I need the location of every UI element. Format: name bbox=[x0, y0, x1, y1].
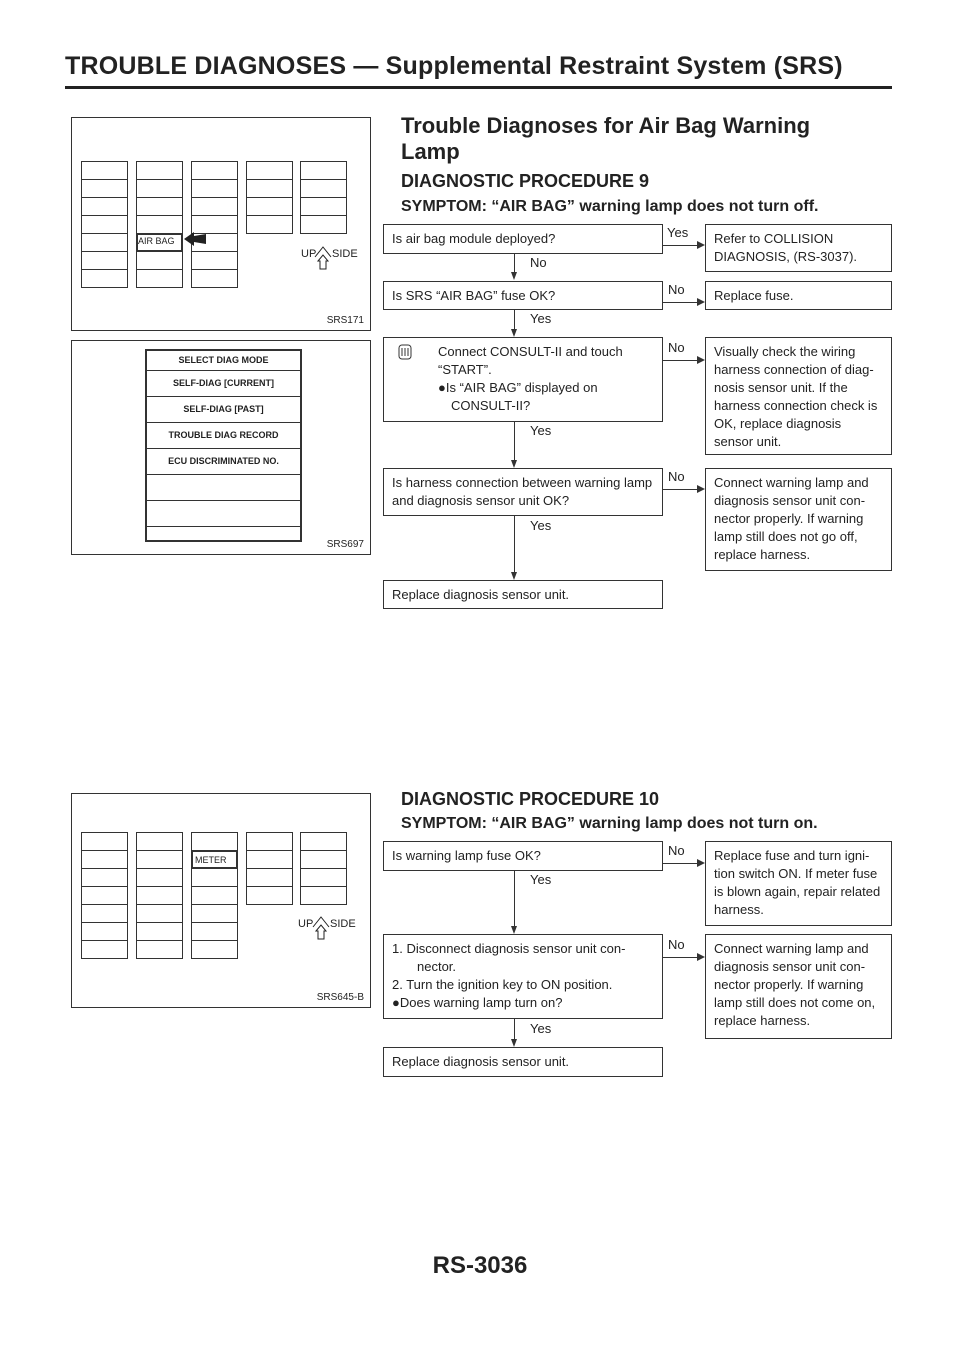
fuse-slot bbox=[246, 197, 293, 216]
p10-q2-no-label: No bbox=[668, 937, 685, 952]
menu-item: ECU DISCRIMINATED NO. bbox=[147, 449, 300, 475]
arrow-right-icon bbox=[697, 298, 705, 306]
p10-action-2: Connect warning lamp and diagnosis sensor unit con-nector properly. If warning lamp still does not come on, replace harness. bbox=[705, 934, 892, 1039]
fuse-slot bbox=[191, 832, 238, 851]
fuse-slot bbox=[191, 922, 238, 941]
up-arrow-icon bbox=[313, 243, 333, 273]
p9-question-1: Is air bag module deployed? bbox=[383, 224, 663, 254]
fuse-slot bbox=[81, 215, 128, 234]
menu-item: TROUBLE DIAG RECORD bbox=[147, 423, 300, 449]
p9-q2-yes-line bbox=[514, 310, 515, 329]
p10-question-2: 1. Disconnect diagnosis sensor unit con- nector. 2. Turn the ignition key to ON position. ●Does warning lamp turn on? bbox=[383, 934, 663, 1019]
up-label: UP bbox=[301, 248, 317, 260]
fuse-slot bbox=[136, 868, 183, 887]
arrow-down-icon bbox=[511, 329, 517, 337]
figure-srs645b bbox=[71, 793, 371, 1008]
p9-q4-no-line bbox=[663, 489, 697, 490]
fuse-slot bbox=[81, 197, 128, 216]
page-header: TROUBLE DIAGNOSES — Supplemental Restraint System (SRS) bbox=[65, 52, 843, 80]
p10-q2-yes-label: Yes bbox=[530, 1021, 552, 1036]
procedure-10-symptom: SYMPTOM: “AIR BAG” warning lamp does not turn on. bbox=[401, 815, 818, 832]
fuse-slot bbox=[136, 886, 183, 905]
p10-q2-yes-line bbox=[514, 1019, 515, 1039]
fuse-slot bbox=[246, 161, 293, 180]
p9-q2-yes-label: Yes bbox=[530, 311, 552, 326]
arrow-right-icon bbox=[697, 485, 705, 493]
p9-q1-yes-line bbox=[663, 245, 697, 246]
fuse-slot bbox=[81, 269, 128, 288]
fuse-slot bbox=[136, 161, 183, 180]
fuse-slot bbox=[246, 868, 293, 887]
p9-q3-yes-label: Yes bbox=[530, 423, 552, 438]
p9-action-3: Visually check the wiring harness connection of diag-nosis sensor unit. If the harness connection check is OK, replace diagnosis sensor unit. bbox=[705, 337, 892, 455]
figure-code: SRS697 bbox=[326, 539, 364, 550]
fuse-slot bbox=[136, 922, 183, 941]
up-label: UP bbox=[298, 918, 314, 930]
fuse-slot bbox=[81, 886, 128, 905]
fuse-slot bbox=[191, 179, 238, 198]
p10-q1-no-label: No bbox=[668, 843, 685, 858]
fuse-slot bbox=[191, 161, 238, 180]
menu-item: SELF-DIAG [PAST] bbox=[147, 397, 300, 423]
fuse-slot bbox=[191, 251, 238, 270]
menu-item-blank bbox=[147, 501, 300, 527]
fuse-slot bbox=[81, 850, 128, 869]
procedure-9-symptom: SYMPTOM: “AIR BAG” warning lamp does not turn off. bbox=[401, 198, 819, 215]
fuse-slot bbox=[81, 922, 128, 941]
fuse-slot bbox=[81, 940, 128, 959]
fuse-slot bbox=[300, 832, 347, 851]
p10-question-1: Is warning lamp fuse OK? bbox=[383, 841, 663, 871]
side-label: SIDE bbox=[332, 248, 358, 260]
fuse-slot bbox=[300, 850, 347, 869]
fuse-slot bbox=[136, 850, 183, 869]
fuse-slot bbox=[300, 868, 347, 887]
p9-question-3: Connect CONSULT-II and touch “START”. ●Is “AIR BAG” displayed on CONSULT-II? bbox=[383, 337, 663, 422]
arrow-right-icon bbox=[697, 953, 705, 961]
consult-connector-icon bbox=[397, 344, 413, 360]
fuse-slot bbox=[300, 179, 347, 198]
p9-q1-no-line bbox=[514, 254, 515, 272]
fuse-slot bbox=[81, 161, 128, 180]
p10-q1-yes-line bbox=[514, 871, 515, 926]
p9-question-2: Is SRS “AIR BAG” fuse OK? bbox=[383, 281, 663, 310]
fuse-slot bbox=[81, 832, 128, 851]
fuse-slot bbox=[191, 197, 238, 216]
p9-end-step: Replace diagnosis sensor unit. bbox=[383, 580, 663, 609]
section-title: Trouble Diagnoses for Air Bag Warning Lamp bbox=[401, 113, 811, 164]
fuse-slot bbox=[191, 868, 238, 887]
consult-menu bbox=[145, 349, 302, 542]
fuse-slot bbox=[81, 904, 128, 923]
arrow-right-icon bbox=[697, 356, 705, 364]
p10-q2-no-line bbox=[663, 957, 697, 958]
fuse-slot bbox=[246, 886, 293, 905]
p9-q4-yes-label: Yes bbox=[530, 518, 552, 533]
fuse-slot bbox=[191, 904, 238, 923]
fuse-slot bbox=[136, 215, 183, 234]
meter-fuse-label: METER bbox=[195, 855, 227, 865]
menu-item: SELF-DIAG [CURRENT] bbox=[147, 371, 300, 397]
fuse-slot bbox=[246, 850, 293, 869]
fuse-slot bbox=[81, 251, 128, 270]
p9-action-1: Refer to COLLISION DIAGNOSIS, (RS-3037). bbox=[705, 224, 892, 272]
p9-q1-yes-label: Yes bbox=[667, 225, 689, 240]
p9-q2-no-line bbox=[663, 302, 697, 303]
fuse-slot bbox=[300, 197, 347, 216]
figure-srs697 bbox=[71, 340, 371, 555]
fuse-slot bbox=[136, 904, 183, 923]
menu-item-blank bbox=[147, 475, 300, 501]
fuse-slot bbox=[246, 215, 293, 234]
menu-item: SELECT DIAG MODE bbox=[147, 351, 300, 371]
fuse-slot bbox=[300, 215, 347, 234]
fuse-slot bbox=[81, 233, 128, 252]
arrow-right-icon bbox=[697, 859, 705, 867]
fuse-slot bbox=[136, 251, 183, 270]
p10-q1-no-line bbox=[663, 863, 697, 864]
procedure-10-title: DIAGNOSTIC PROCEDURE 10 bbox=[401, 789, 660, 809]
fuse-slot bbox=[191, 886, 238, 905]
arrow-down-icon bbox=[511, 926, 517, 934]
p9-action-4: Connect warning lamp and diagnosis sensor unit con-nector properly. If warning lamp still does not go off, replace harness. bbox=[705, 468, 892, 571]
fuse-slot bbox=[191, 940, 238, 959]
p9-q4-no-label: No bbox=[668, 469, 685, 484]
arrow-down-icon bbox=[511, 1039, 517, 1047]
p9-q3-yes-line bbox=[514, 422, 515, 460]
fuse-slot bbox=[136, 832, 183, 851]
arrow-right-icon bbox=[697, 241, 705, 249]
p9-q2-no-label: No bbox=[668, 282, 685, 297]
fuse-slot bbox=[81, 179, 128, 198]
procedure-9-title: DIAGNOSTIC PROCEDURE 9 bbox=[401, 171, 650, 191]
air-bag-fuse-label: AIR BAG bbox=[138, 236, 175, 246]
header-rule bbox=[65, 86, 892, 89]
fuse-slot bbox=[300, 886, 347, 905]
side-label: SIDE bbox=[330, 918, 356, 930]
fuse-slot bbox=[136, 269, 183, 288]
fuse-slot bbox=[136, 197, 183, 216]
figure-code: SRS171 bbox=[326, 315, 364, 326]
fuse-slot bbox=[81, 868, 128, 887]
arrow-down-icon bbox=[511, 460, 517, 468]
figure-code: SRS645-B bbox=[316, 992, 364, 1003]
pointer-arrow-icon bbox=[184, 230, 208, 248]
fuse-slot bbox=[136, 179, 183, 198]
p9-q1-no-label: No bbox=[530, 255, 547, 270]
up-arrow-icon bbox=[311, 913, 331, 943]
fuse-slot bbox=[191, 269, 238, 288]
p9-question-4: Is harness connection between warning lamp and diagnosis sensor unit OK? bbox=[383, 468, 663, 516]
p9-action-2: Replace fuse. bbox=[705, 281, 892, 310]
fuse-slot bbox=[136, 940, 183, 959]
p10-q1-yes-label: Yes bbox=[530, 872, 552, 887]
figure-srs171 bbox=[71, 117, 371, 331]
fuse-slot bbox=[246, 832, 293, 851]
fuse-slot bbox=[246, 179, 293, 198]
p10-action-1: Replace fuse and turn igni-tion switch ON. If meter fuse is blown again, repair related harness. bbox=[705, 841, 892, 926]
page-number: RS-3036 bbox=[432, 1252, 528, 1279]
fuse-slot bbox=[300, 161, 347, 180]
arrow-down-icon bbox=[511, 572, 517, 580]
p10-end-step: Replace diagnosis sensor unit. bbox=[383, 1047, 663, 1077]
p9-q4-yes-line bbox=[514, 516, 515, 572]
p9-q3-no-label: No bbox=[668, 340, 685, 355]
p9-q3-no-line bbox=[663, 360, 697, 361]
arrow-down-icon bbox=[511, 272, 517, 280]
